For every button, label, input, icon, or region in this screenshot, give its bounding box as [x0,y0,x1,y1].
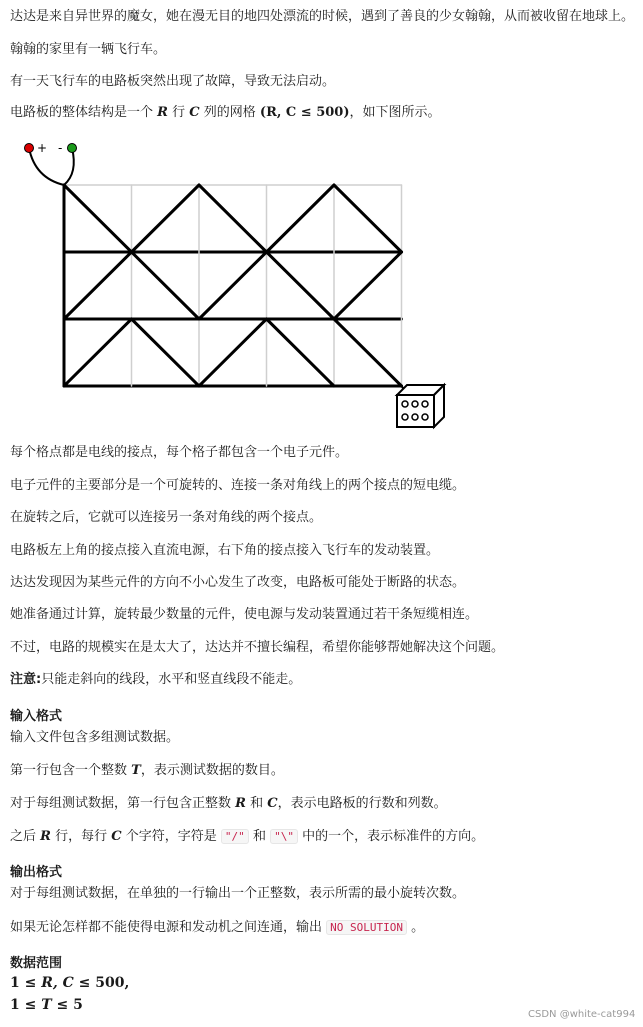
power-wire [29,148,74,185]
input-line-4-pre: 之后 [10,829,37,844]
var-t: T [131,763,141,778]
negative-terminal-icon [68,144,77,153]
component-slash [64,319,132,386]
input-line-4-mid1: 行，每行 [55,829,108,844]
input-line-3 [10,795,447,812]
desc-paragraph-6: 她准备通过计算，旋转最少数量的元件，使电源与发动装置通过若干条短缆相连。 [10,607,479,622]
desc-paragraph-1: 每个格点都是电线的接点，每个格子都包含一个电子元件。 [10,445,349,460]
input-line-4-and: 和 [252,829,266,844]
input-line-3-pre: 对于每组测试数据，第一行包含正整数 [10,796,232,811]
data-range-heading: 数据范围 [10,956,63,971]
component-backslash [132,252,200,319]
input-line-1: 输入文件包含多组测试数据。 [10,730,180,745]
component-slash [334,252,402,319]
structure-condition: (R, C ≤ 500) [259,105,350,120]
input-line-2-pre: 第一行包含一个整数 [10,763,128,778]
input-line-4-post: 中的一个，表示标准件的方向。 [302,829,485,844]
input-format-heading: 输入格式 [10,709,63,724]
component-backslash [267,252,335,319]
input-line-2-post: ，表示测试数据的数目。 [140,763,284,778]
circuit-board-figure [10,133,450,433]
component-backslash [334,319,402,386]
desc-paragraph-2: 电子元件的主要部分是一个可旋转的、连接一条对角线上的两个接点的短电缆。 [10,478,466,493]
desc-paragraph-3: 在旋转之后，它就可以连接另一条对角线的两个接点。 [10,510,323,525]
input-line-3-post: ，表示电路板的行数和列数。 [277,796,447,811]
minus-label: - [58,141,63,155]
component-slash [132,185,200,252]
range-1-vars: R, C [41,975,74,991]
var-c: C [189,105,200,120]
output-line-2-pre: 如果无论怎样都不能使得电源和发动机之间连通，输出 [10,920,323,935]
code-slash: "/" [221,829,249,844]
output-line-2-post: 。 [411,920,425,935]
range-formula-2 [10,997,83,1013]
output-format-heading: 输出格式 [10,865,63,880]
input-line-3-and: 和 [250,796,264,811]
component-slash [199,252,267,319]
range-2-lhs: 1 ≤ [10,997,37,1013]
desc-paragraph-4: 电路板左上角的接点接入直流电源，右下角的接点接入飞行车的发动装置。 [10,543,440,558]
var-r: R [40,829,51,844]
component-backslash [132,319,200,386]
output-line-1: 对于每组测试数据，在单独的一行输出一个正整数，表示所需的最小旋转次数。 [10,886,466,901]
component-slash [64,252,132,319]
structure-grid-text: 列的网格 [203,105,256,120]
var-c: C [267,796,278,811]
intro-paragraph-2: 翰翰的家里有一辆飞行车。 [10,42,167,57]
note-label: 注意: [10,672,42,687]
note-paragraph [10,671,301,688]
note-text: 只能走斜向的线段，水平和竖直线段不能走。 [41,672,302,687]
positive-terminal-icon [25,144,34,153]
engine-device-icon [397,384,444,427]
structure-suffix: ，如下图所示。 [349,105,441,120]
diagonal-components [64,185,402,386]
desc-paragraph-7: 不过，电路的规模实在是太大了，达达并不擅长编程，希望你能够帮她解决这个问题。 [10,640,505,655]
structure-rows-text: 行 [172,105,186,120]
code-no-solution: NO SOLUTION [326,920,407,935]
watermark: CSDN @white-cat994 [528,1009,636,1020]
range-1-rhs: ≤ 500, [78,975,130,991]
var-c: C [111,829,122,844]
input-line-4-mid2: 个字符，字符是 [125,829,217,844]
var-r: R [235,796,246,811]
plus-label: + [37,141,48,155]
input-line-4 [10,828,484,845]
component-backslash [199,185,267,252]
code-backslash: "\" [270,829,298,844]
output-line-2 [10,919,424,936]
intro-paragraph-1: 达达是来自异世界的魔女，她在漫无目的地四处漂流的时候，遇到了善良的少女翰翰，从而被收留在地球上。 [10,9,635,24]
component-slash [267,185,335,252]
desc-paragraph-5: 达达发现因为某些元件的方向不小心发生了改变，电路板可能处于断路的状态。 [10,575,466,590]
component-backslash [334,185,402,252]
range-formula-1 [10,975,129,991]
var-r: R [157,105,168,120]
structure-paragraph [10,104,441,121]
component-slash [199,319,267,386]
intro-paragraph-3: 有一天飞行车的电路板突然出现了故障，导致无法启动。 [10,74,336,89]
structure-prefix: 电路板的整体结构是一个 [10,105,154,120]
range-2-var: T [41,997,52,1013]
input-line-2 [10,762,284,779]
range-1-lhs: 1 ≤ [10,975,37,991]
range-2-rhs: ≤ 5 [56,997,83,1013]
component-backslash [267,319,335,386]
component-backslash [64,185,132,252]
